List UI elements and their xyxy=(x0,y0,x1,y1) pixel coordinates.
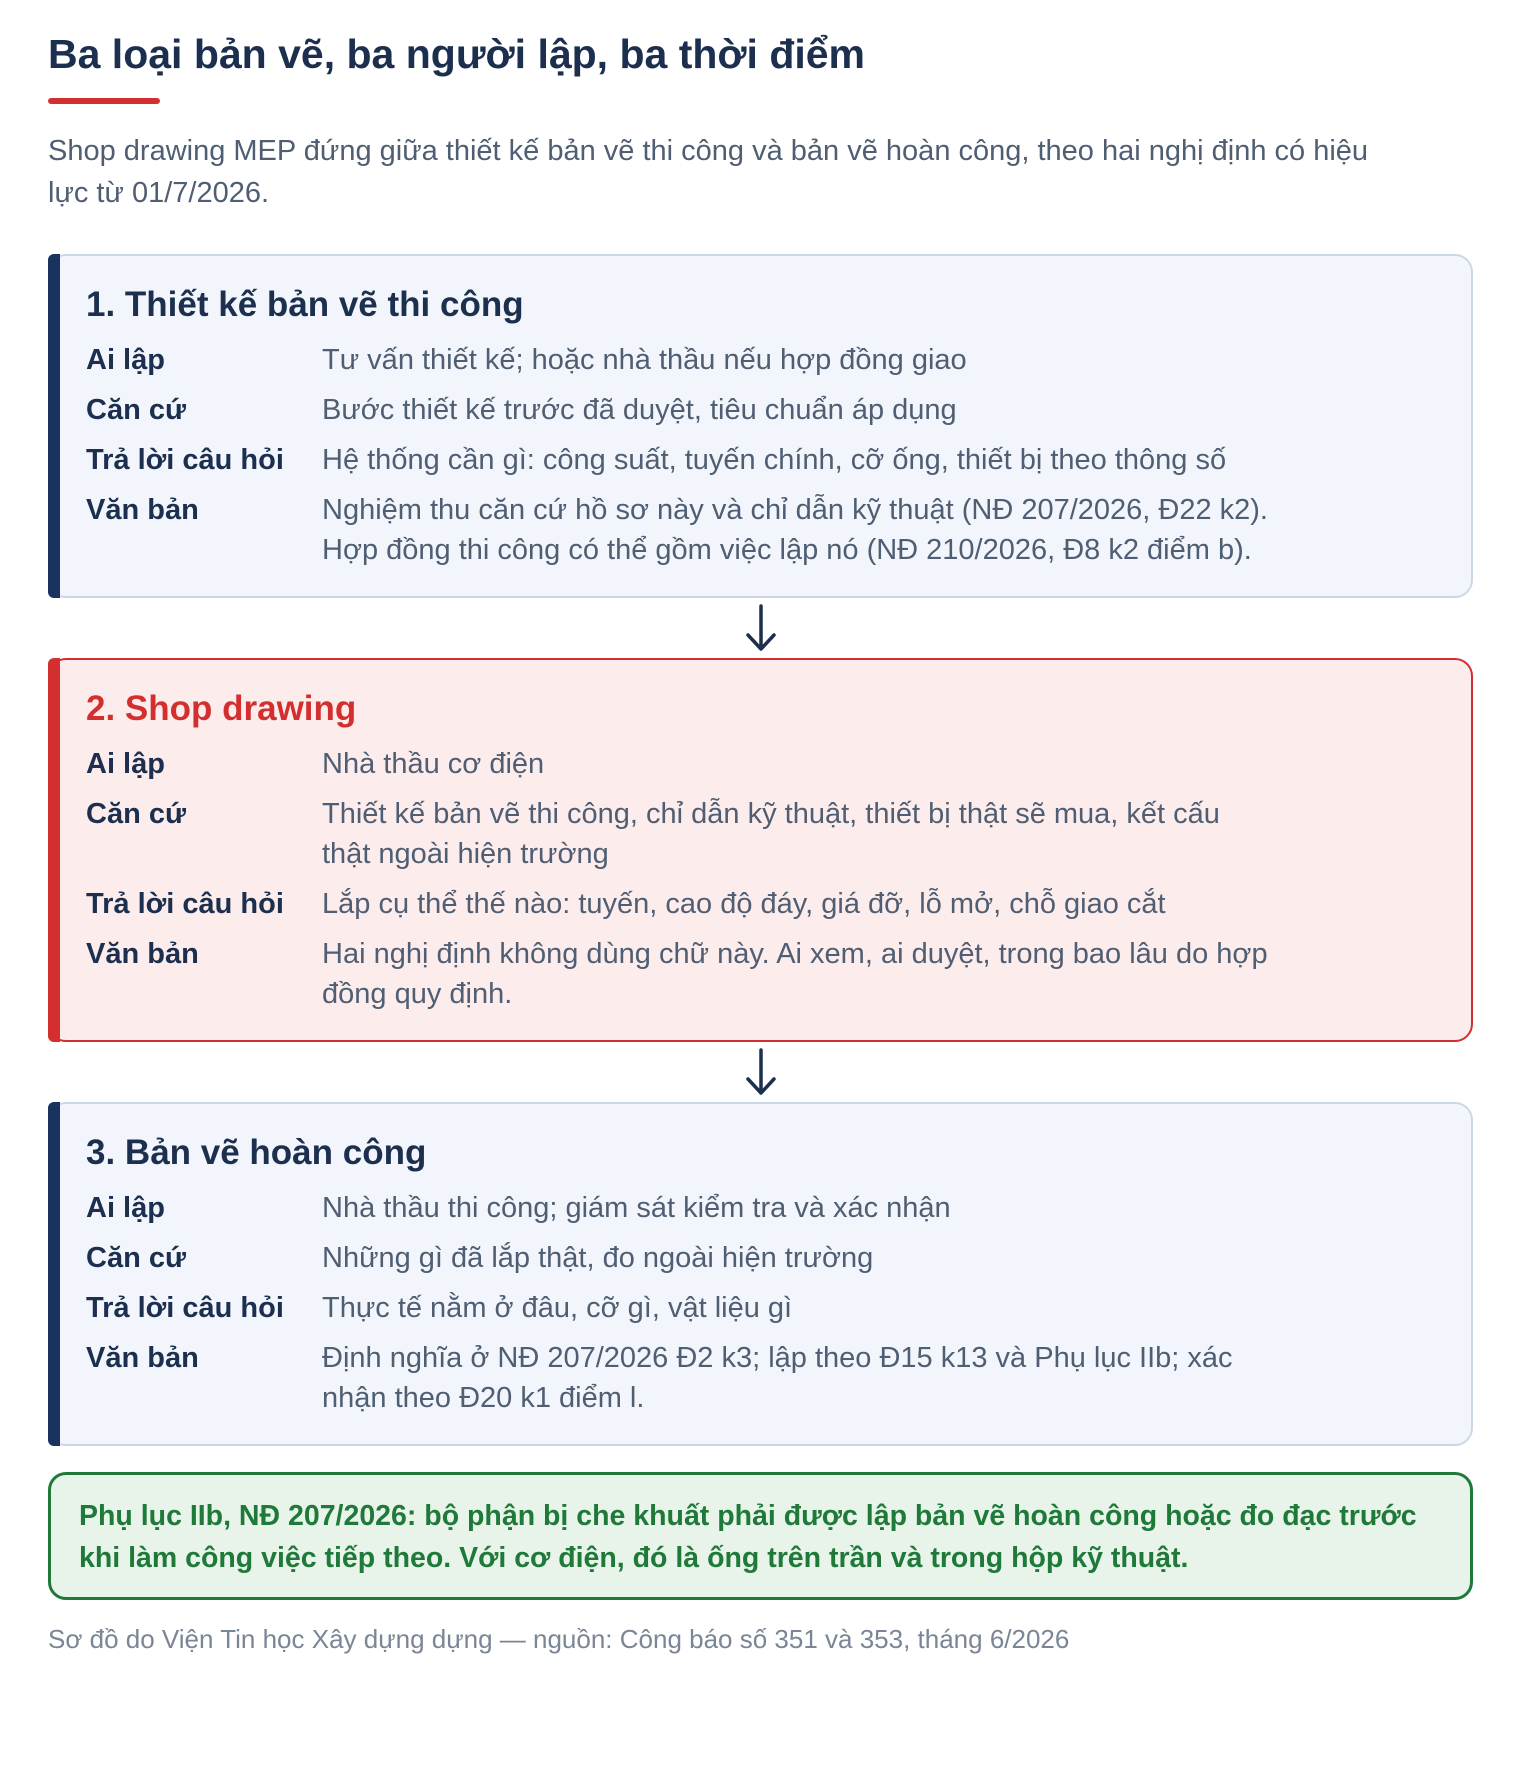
row-value: Bước thiết kế trước đã duyệt, tiêu chuẩn áp dụng xyxy=(322,394,957,426)
row-tra-loi-cau-hoi xyxy=(86,440,1441,480)
row-tra-loi-cau-hoi xyxy=(86,1288,1441,1328)
card-title: 1. Thiết kế bản vẽ thi công xyxy=(86,285,524,324)
row-value: Nhà thầu cơ điện xyxy=(322,748,545,780)
row-label: Ai lập xyxy=(86,344,165,376)
row-tra-loi-cau-hoi xyxy=(86,884,1441,924)
row-label: Trả lời câu hỏi xyxy=(86,888,284,920)
row-label: Trả lời câu hỏi xyxy=(86,444,284,476)
row-ai-lap xyxy=(86,744,1441,784)
arrow-down-icon xyxy=(48,598,1473,658)
row-can-cu xyxy=(86,1238,1441,1278)
row-value: Nhà thầu thi công; giám sát kiểm tra và xác nhận xyxy=(322,1192,951,1224)
card-ban-ve-hoan-cong xyxy=(48,1102,1473,1446)
row-label: Ai lập xyxy=(86,748,165,780)
row-van-ban xyxy=(86,1338,1441,1418)
row-value: Tư vấn thiết kế; hoặc nhà thầu nếu hợp đồng giao xyxy=(322,344,967,376)
row-can-cu xyxy=(86,390,1441,430)
row-value: Hệ thống cần gì: công suất, tuyến chính, cỡ ống, thiết bị theo thông số xyxy=(322,444,1227,476)
row-label: Văn bản xyxy=(86,1342,199,1374)
row-ai-lap xyxy=(86,1188,1441,1228)
card-thiet-ke-ban-ve-thi-cong xyxy=(48,254,1473,598)
row-label: Ai lập xyxy=(86,1192,165,1224)
row-label: Văn bản xyxy=(86,938,199,970)
row-van-ban xyxy=(86,490,1441,570)
card-title: 2. Shop drawing xyxy=(86,689,357,728)
row-value: Lắp cụ thể thế nào: tuyến, cao độ đáy, giá đỡ, lỗ mở, chỗ giao cắt xyxy=(322,888,1166,920)
page-subtitle: Shop drawing MEP đứng giữa thiết kế bản vẽ thi công và bản vẽ hoàn công, theo hai nghị định có hiệu lực từ 01/7/2026. xyxy=(48,135,1369,209)
row-label: Căn cứ xyxy=(86,798,186,830)
row-value: Thực tế nằm ở đâu, cỡ gì, vật liệu gì xyxy=(322,1292,793,1324)
row-label: Căn cứ xyxy=(86,394,186,426)
row-label: Văn bản xyxy=(86,494,199,526)
source-caption: Sơ đồ do Viện Tin học Xây dựng dựng — nguồn: Công báo số 351 và 353, tháng 6/2026 xyxy=(48,1624,1070,1654)
title-underline xyxy=(48,98,160,104)
card-shop-drawing xyxy=(48,658,1473,1042)
row-value: Nghiệm thu căn cứ hồ sơ này và chỉ dẫn kỹ thuật (NĐ 207/2026, Đ22 k2). Hợp đồng thi công có thể gồm việc lập nó (NĐ 210/2026, Đ8 k2 điểm b). xyxy=(322,494,1268,566)
page-title: Ba loại bản vẽ, ba người lập, ba thời điểm xyxy=(48,31,866,77)
row-value: Định nghĩa ở NĐ 207/2026 Đ2 k3; lập theo Đ15 k13 và Phụ lục IIb; xác nhận theo Đ20 k1 điểm l. xyxy=(322,1342,1233,1414)
card-title: 3. Bản vẽ hoàn công xyxy=(86,1133,427,1172)
row-can-cu xyxy=(86,794,1441,874)
row-value: Thiết kế bản vẽ thi công, chỉ dẫn kỹ thuật, thiết bị thật sẽ mua, kết cấu thật ngoài hiện trường xyxy=(322,798,1220,870)
row-label: Trả lời câu hỏi xyxy=(86,1292,284,1324)
callout-note: Phụ lục IIb, NĐ 207/2026: bộ phận bị che khuất phải được lập bản vẽ hoàn công hoặc đo đạc trước khi làm công việc tiếp theo. Với cơ điện, đó là ống trên trần và trong hộp kỹ thuật. xyxy=(48,1472,1473,1600)
arrow-down-icon xyxy=(48,1042,1473,1102)
row-value: Những gì đã lắp thật, đo ngoài hiện trường xyxy=(322,1242,874,1274)
row-van-ban xyxy=(86,934,1441,1014)
row-value: Hai nghị định không dùng chữ này. Ai xem, ai duyệt, trong bao lâu do hợp đồng quy định. xyxy=(322,938,1268,1010)
row-label: Căn cứ xyxy=(86,1242,186,1274)
row-ai-lap xyxy=(86,340,1441,380)
